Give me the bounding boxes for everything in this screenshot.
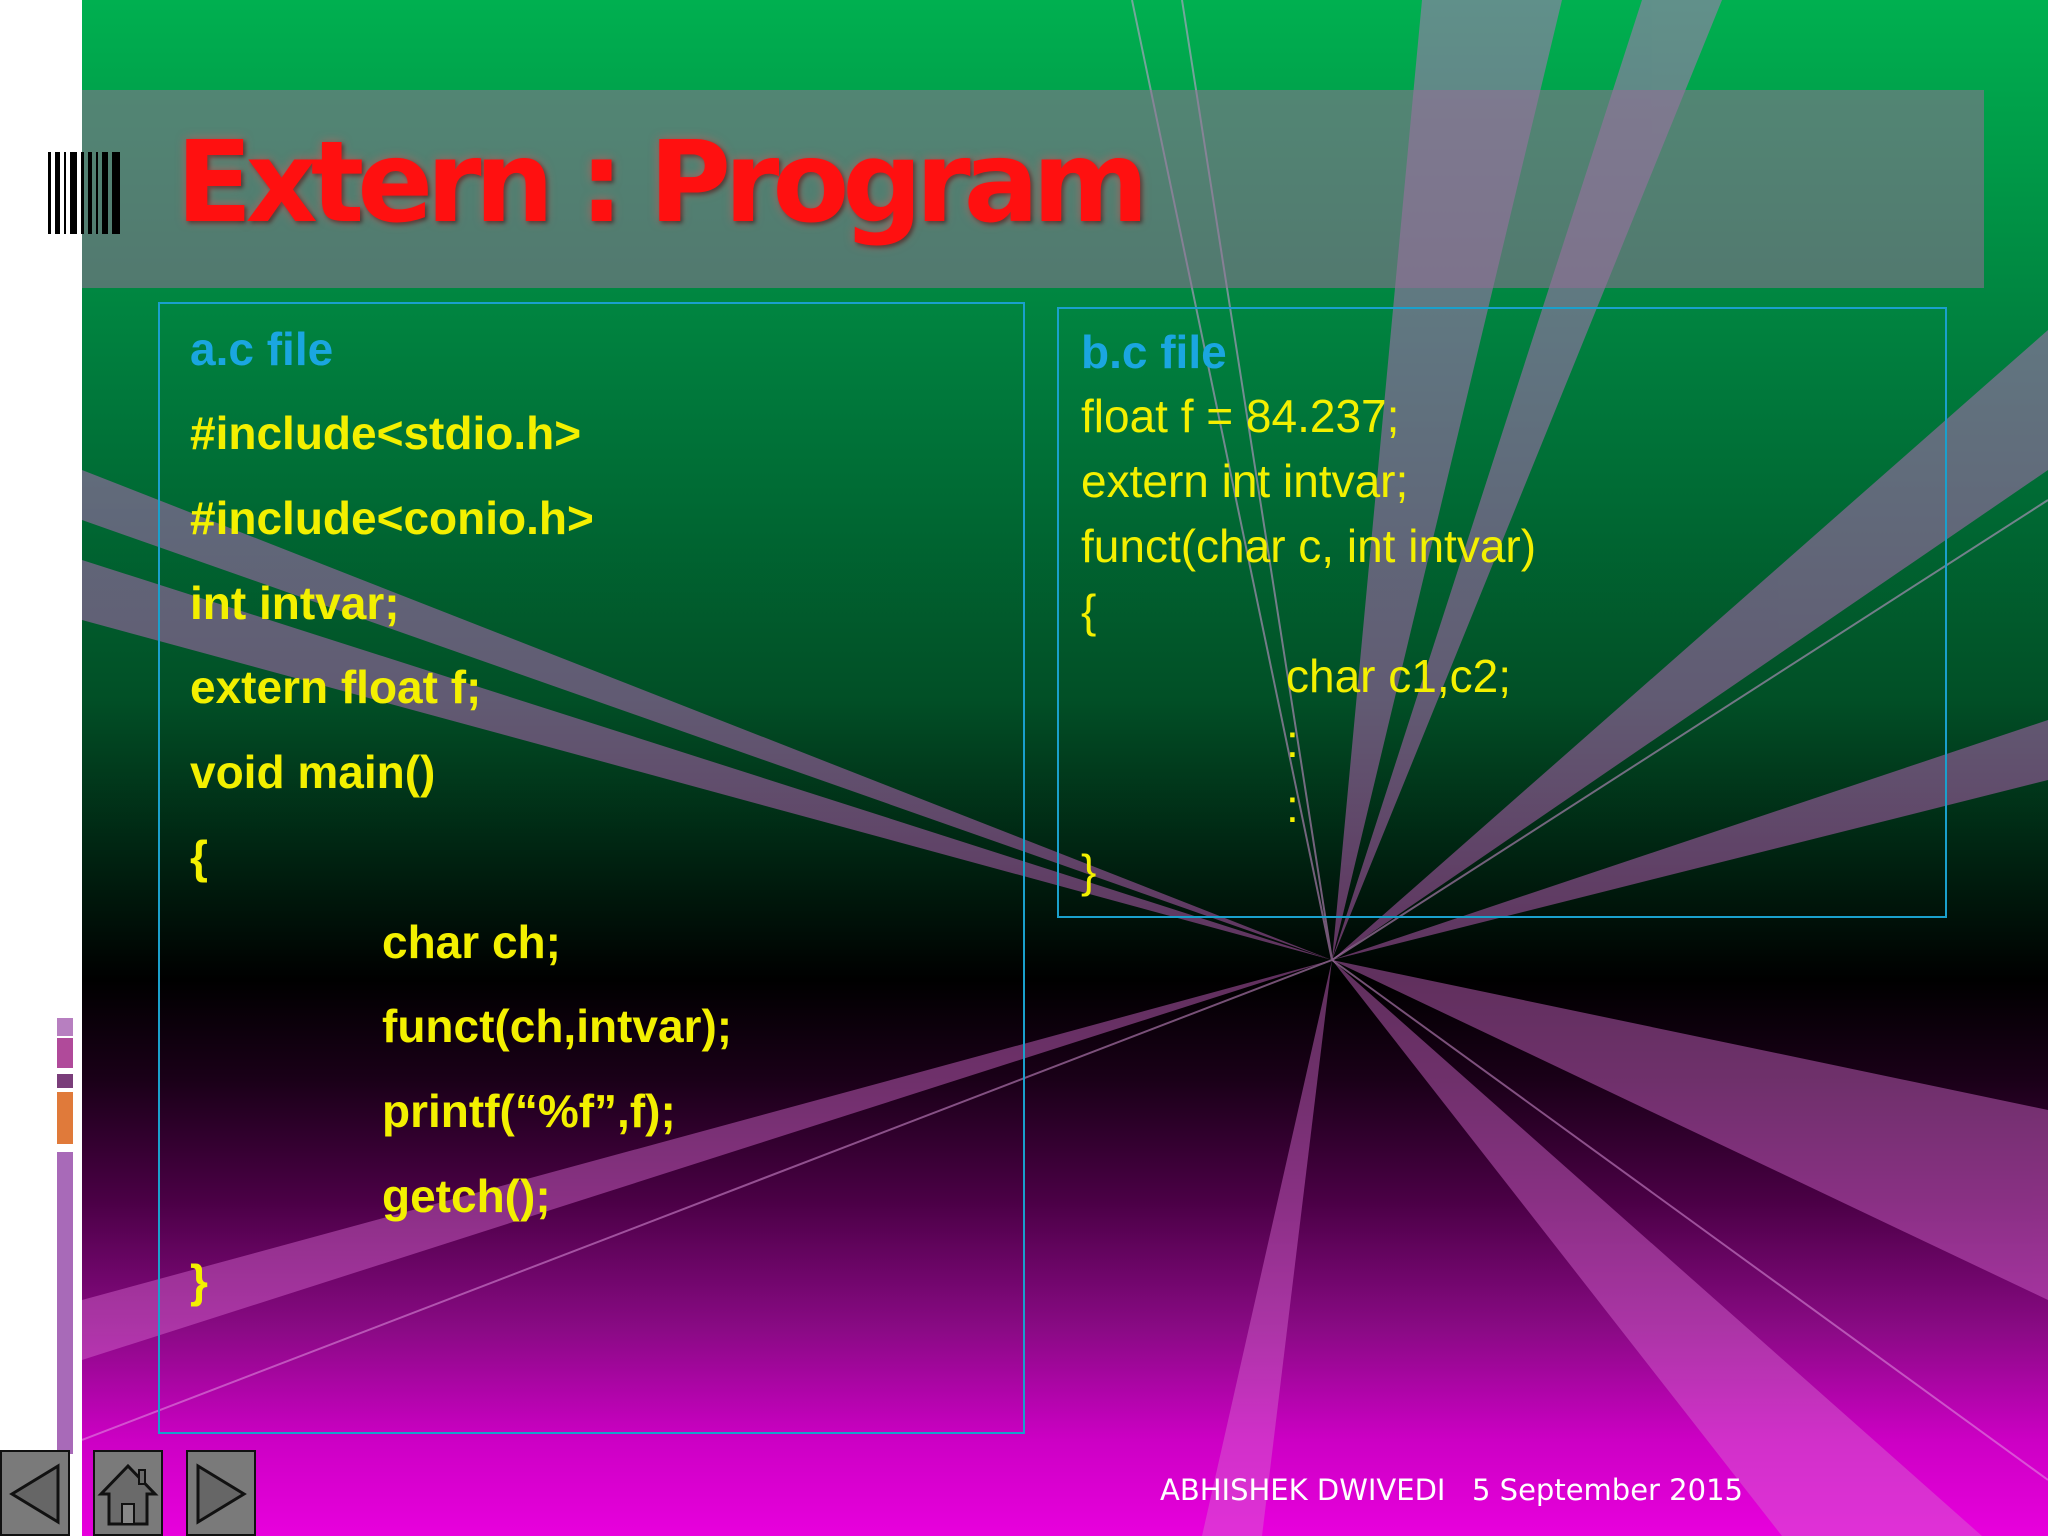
- file-label-b: b.c file: [1081, 326, 1227, 378]
- home-icon: [95, 1452, 161, 1534]
- code-line: :: [1286, 715, 1299, 767]
- code-line: :: [1286, 780, 1299, 832]
- code-line: getch();: [382, 1170, 551, 1222]
- code-line: float f = 84.237;: [1081, 390, 1400, 442]
- code-line: funct(char c, int intvar): [1081, 520, 1537, 572]
- footer-author: ABHISHEK DWIVEDI: [1160, 1473, 1446, 1507]
- next-slide-button[interactable]: [186, 1450, 256, 1536]
- triangle-left-icon: [2, 1452, 68, 1534]
- code-line: }: [190, 1255, 208, 1307]
- code-line: char c1,c2;: [1286, 650, 1511, 702]
- code-line: void main(): [190, 746, 436, 798]
- previous-slide-button[interactable]: [0, 1450, 70, 1536]
- code-box-a: [158, 302, 1025, 1434]
- code-line: int intvar;: [190, 577, 400, 629]
- file-label-a: a.c file: [190, 323, 334, 375]
- triangle-right-icon: [188, 1452, 254, 1534]
- left-color-strip: [57, 1018, 73, 1454]
- code-line: printf(“%f”,f);: [382, 1085, 676, 1137]
- code-line: }: [1081, 845, 1097, 897]
- slide-title: Extern : Program: [176, 118, 1142, 248]
- code-line: extern int intvar;: [1081, 455, 1409, 507]
- code-line: char ch;: [382, 916, 561, 968]
- code-box-b: [1057, 307, 1947, 918]
- footer-date: 5 September 2015: [1472, 1473, 1743, 1507]
- code-line: {: [190, 831, 208, 883]
- code-line: funct(ch,intvar);: [382, 1000, 733, 1052]
- home-button[interactable]: [93, 1450, 163, 1536]
- barcode-decoration: [48, 152, 120, 234]
- code-line: extern float f;: [190, 661, 482, 713]
- code-line: #include<stdio.h>: [190, 407, 582, 459]
- code-line: {: [1081, 585, 1097, 637]
- code-line: #include<conio.h>: [190, 492, 594, 544]
